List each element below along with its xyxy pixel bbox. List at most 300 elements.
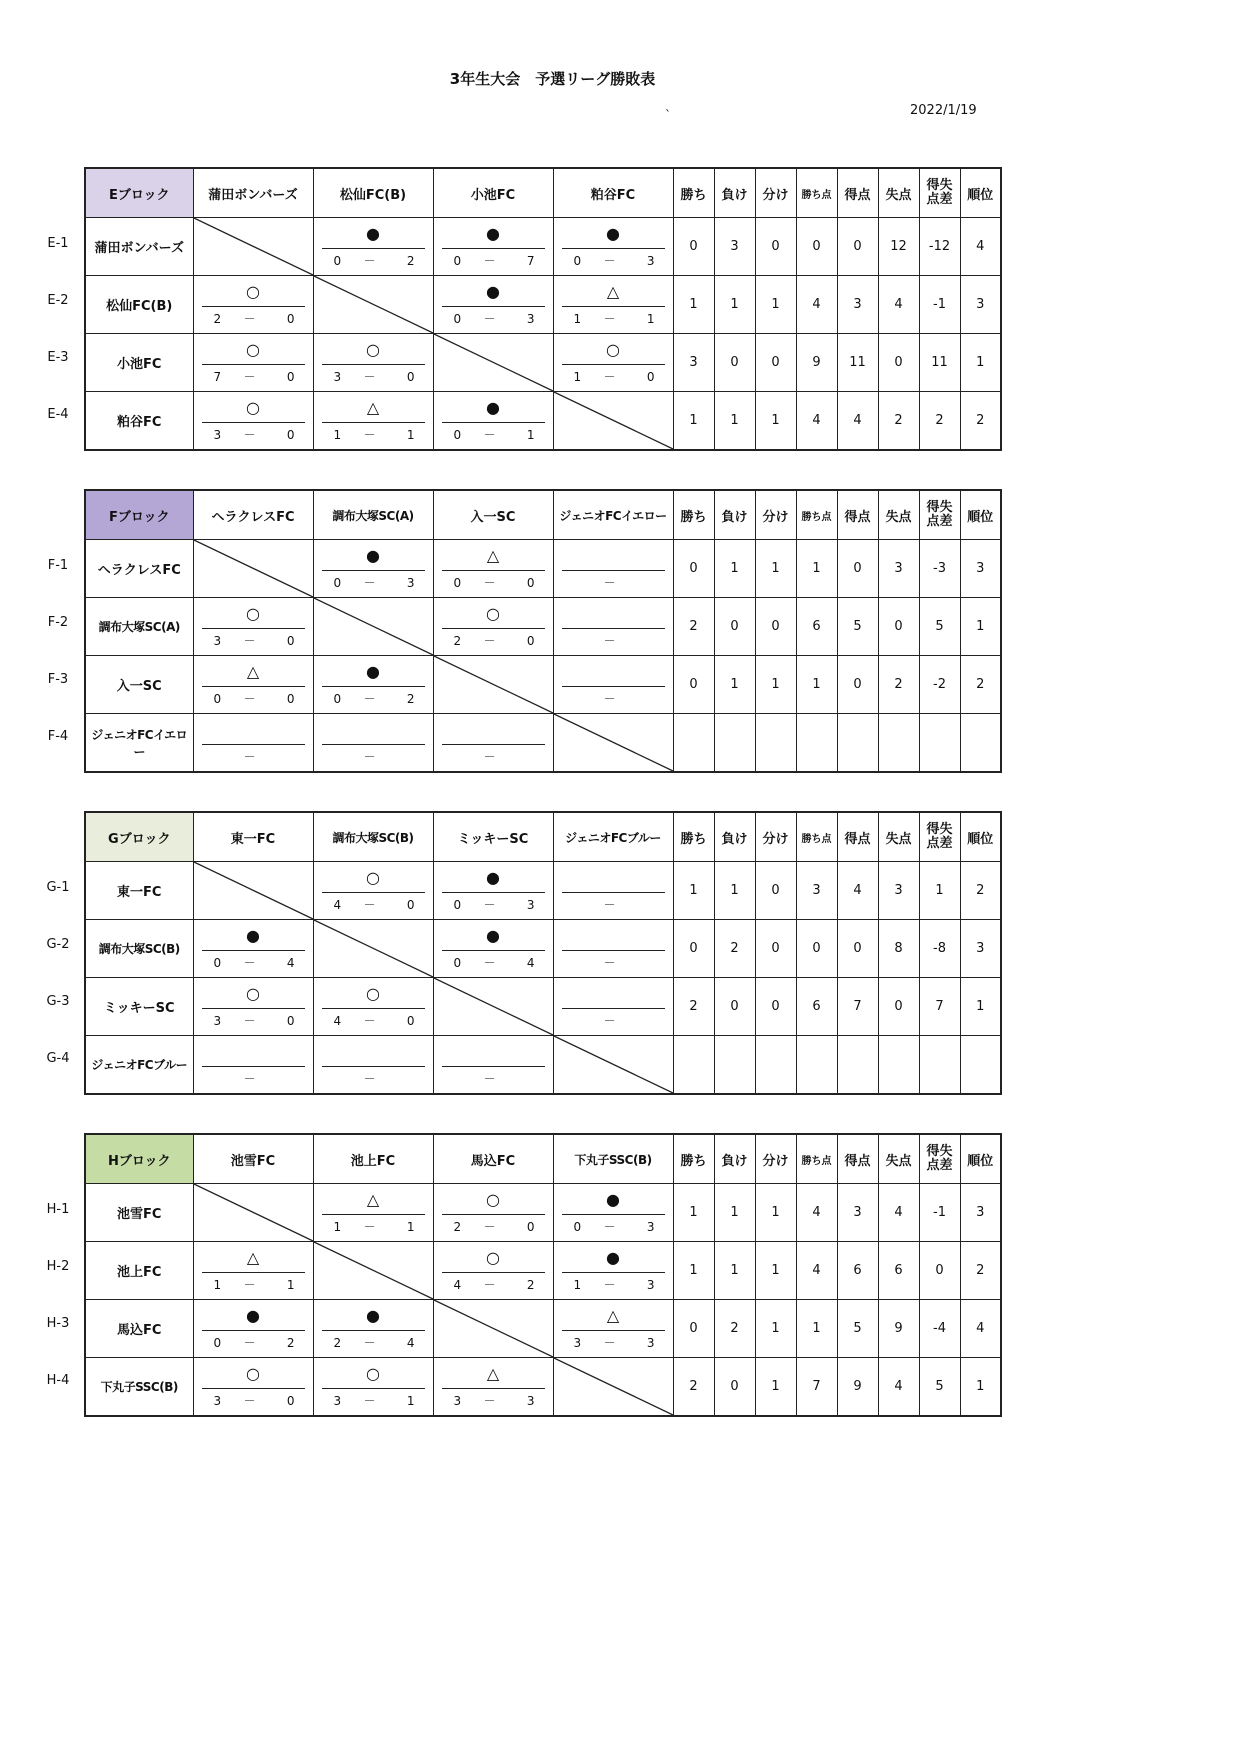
match-result-cell — [553, 656, 673, 714]
score — [554, 1276, 673, 1294]
match-result — [194, 277, 313, 333]
score — [314, 1392, 433, 1410]
self-match-cell — [193, 1184, 313, 1242]
stat-value: 2 — [673, 1358, 714, 1417]
match-result — [434, 393, 553, 449]
match-result — [314, 1037, 433, 1093]
result-mark: ● — [366, 661, 380, 681]
stat-value: 1 — [714, 392, 755, 451]
self-match-cell — [433, 978, 553, 1036]
match-result — [434, 715, 553, 771]
score — [434, 1276, 553, 1294]
score-own: 2 — [333, 1335, 342, 1350]
match-result-cell — [313, 1184, 433, 1242]
row-label: E-1 — [47, 235, 69, 251]
match-result-cell — [553, 1300, 673, 1358]
score-dash: － — [483, 253, 496, 268]
stat-value: 1 — [755, 1184, 796, 1242]
match-result-cell — [193, 656, 313, 714]
result-divider — [322, 1214, 425, 1215]
stat-value: 1 — [796, 656, 837, 714]
column-team-name: 下丸子SSC(B) — [553, 1134, 673, 1184]
score-opponent: 3 — [646, 253, 655, 268]
match-result-cell — [313, 1358, 433, 1417]
result-divider — [562, 1330, 665, 1331]
result-mark — [434, 1042, 553, 1062]
diagonal-line — [314, 598, 433, 655]
stat-value: 1 — [673, 276, 714, 334]
match-result-cell — [553, 598, 673, 656]
team-row — [85, 1358, 1001, 1417]
match-result-cell — [193, 334, 313, 392]
score-dash: － — [243, 691, 256, 706]
score-dash: － — [603, 955, 616, 970]
match-result — [314, 657, 433, 713]
match-result — [434, 863, 553, 919]
team-row — [85, 334, 1001, 392]
row-team-name: 池雪FC — [85, 1184, 193, 1242]
row-label: H-1 — [46, 1201, 70, 1217]
score-own: 0 — [453, 427, 462, 442]
stat-value: 0 — [878, 334, 919, 392]
diagonal-stroke — [314, 920, 433, 977]
stat-header: 得点 — [837, 168, 878, 218]
score — [194, 1334, 313, 1352]
stat-value: 9 — [837, 1358, 878, 1417]
score-own: 0 — [453, 311, 462, 326]
stat-header-line: 得失 — [926, 178, 953, 193]
score-opponent: 2 — [286, 1335, 295, 1350]
score-opponent: 3 — [646, 1277, 655, 1292]
score-dash: － — [603, 311, 616, 326]
result-mark: ● — [486, 281, 500, 301]
result-divider — [442, 744, 545, 745]
score-opponent: 4 — [406, 1335, 415, 1350]
stat-value: 1 — [714, 276, 755, 334]
result-mark: △ — [486, 1363, 500, 1383]
match-result-cell — [313, 1036, 433, 1095]
diagonal-line — [554, 1036, 673, 1093]
self-match-cell — [313, 920, 433, 978]
match-result-cell — [553, 1242, 673, 1300]
stat-value: 1 — [960, 334, 1001, 392]
match-result — [194, 1359, 313, 1415]
stat-header: 勝ち — [673, 1134, 714, 1184]
diagonal-stroke — [194, 1184, 313, 1241]
stat-header: 勝ち — [673, 812, 714, 862]
stat-value: 4 — [837, 862, 878, 920]
score-dash: － — [243, 311, 256, 326]
result-mark: △ — [606, 281, 620, 301]
score-own: 3 — [213, 427, 222, 442]
stat-value — [673, 714, 714, 773]
result-divider — [202, 950, 305, 951]
stat-header-line: 得失 — [926, 1144, 953, 1159]
stat-value: 2 — [673, 978, 714, 1036]
stat-value: 12 — [878, 218, 919, 276]
stat-header: 負け — [714, 168, 755, 218]
match-result-cell — [313, 862, 433, 920]
stat-value: 1 — [755, 392, 796, 451]
stat-header-line: 得失 — [926, 822, 953, 837]
score-opponent: 0 — [526, 633, 535, 648]
row-team-name: ジェニオFCイエロー — [85, 714, 193, 773]
result-mark: ● — [606, 223, 620, 243]
result-mark: ○ — [246, 1363, 260, 1383]
stat-value: 1 — [755, 1358, 796, 1417]
result-divider — [322, 248, 425, 249]
row-label: H-4 — [46, 1372, 70, 1388]
score — [554, 690, 673, 708]
score-own: 3 — [213, 1013, 222, 1028]
column-team-name: 池雪FC — [193, 1134, 313, 1184]
column-team-name: 小池FC — [433, 168, 553, 218]
stat-value: 6 — [796, 978, 837, 1036]
stat-value: 1 — [755, 1242, 796, 1300]
row-label: E-2 — [47, 292, 69, 308]
result-divider — [202, 744, 305, 745]
stat-value: 0 — [673, 920, 714, 978]
score-dash: － — [363, 253, 376, 268]
match-result — [554, 1185, 673, 1241]
result-mark: ○ — [246, 603, 260, 623]
stat-value: 0 — [755, 218, 796, 276]
row-label: G-2 — [46, 936, 70, 952]
stat-value: -1 — [919, 1184, 960, 1242]
column-team-name: 粕谷FC — [553, 168, 673, 218]
match-result-cell — [553, 540, 673, 598]
stat-value: 4 — [878, 276, 919, 334]
score-dash: － — [483, 1277, 496, 1292]
match-result-cell — [433, 920, 553, 978]
result-divider — [322, 744, 425, 745]
match-result — [314, 979, 433, 1035]
row-label: G-3 — [46, 993, 70, 1009]
score — [554, 896, 673, 914]
score — [194, 632, 313, 650]
stat-header: 順位 — [960, 812, 1001, 862]
result-divider — [442, 1272, 545, 1273]
header-row — [85, 168, 1001, 218]
result-mark: ○ — [486, 603, 500, 623]
stat-value: 5 — [837, 1300, 878, 1358]
score-opponent: 3 — [526, 1393, 535, 1408]
score-dash: － — [483, 1219, 496, 1234]
stat-value: 0 — [878, 978, 919, 1036]
stat-header: 得点 — [837, 490, 878, 540]
diagonal-stroke — [194, 862, 313, 919]
result-mark: △ — [486, 545, 500, 565]
row-label: F-2 — [47, 614, 69, 630]
stat-value: 0 — [755, 598, 796, 656]
match-result — [314, 1185, 433, 1241]
stat-value: 0 — [673, 218, 714, 276]
match-result-cell — [313, 392, 433, 451]
stat-header: 勝ち — [673, 490, 714, 540]
score — [554, 574, 673, 592]
diagonal-line — [434, 1300, 553, 1357]
header-row — [85, 812, 1001, 862]
stat-value: 1 — [755, 1300, 796, 1358]
match-result — [434, 1185, 553, 1241]
stat-value: 4 — [878, 1358, 919, 1417]
match-result — [554, 863, 673, 919]
score-own: 0 — [453, 955, 462, 970]
score-own: 1 — [573, 311, 582, 326]
score-dash: － — [483, 311, 496, 326]
stat-header: 負け — [714, 1134, 755, 1184]
result-mark: ● — [606, 1247, 620, 1267]
score-dash: － — [243, 749, 256, 764]
stat-value: 9 — [878, 1300, 919, 1358]
stat-value — [755, 714, 796, 773]
result-divider — [442, 1388, 545, 1389]
result-mark: ● — [366, 545, 380, 565]
match-result — [314, 1359, 433, 1415]
column-team-name: ジェニオFCブルー — [553, 812, 673, 862]
column-team-name: 東一FC — [193, 812, 313, 862]
score-dash: － — [603, 1219, 616, 1234]
score — [554, 632, 673, 650]
result-divider — [322, 570, 425, 571]
match-result — [554, 921, 673, 977]
score-dash: － — [363, 691, 376, 706]
result-divider — [442, 950, 545, 951]
score-dash: － — [363, 575, 376, 590]
stat-value: 2 — [878, 656, 919, 714]
result-divider — [562, 1272, 665, 1273]
result-divider — [442, 306, 545, 307]
score-own: 0 — [213, 955, 222, 970]
match-result — [194, 921, 313, 977]
score-own: 0 — [573, 1219, 582, 1234]
team-row — [85, 920, 1001, 978]
row-team-name: 蒲田ボンバーズ — [85, 218, 193, 276]
score-dash: － — [363, 1071, 376, 1086]
score — [194, 1070, 313, 1088]
stat-header: 順位 — [960, 490, 1001, 540]
score-own: 0 — [453, 253, 462, 268]
result-mark: ● — [366, 1305, 380, 1325]
stat-value: 0 — [837, 218, 878, 276]
stat-value: 2 — [960, 656, 1001, 714]
result-divider — [202, 422, 305, 423]
stat-value: 2 — [714, 1300, 755, 1358]
stat-value: 1 — [919, 862, 960, 920]
row-team-name: 入一SC — [85, 656, 193, 714]
score-dash: － — [243, 369, 256, 384]
page-title: 3年生大会 予選リーグ勝敗表 — [449, 70, 656, 88]
score-opponent: 3 — [646, 1335, 655, 1350]
result-mark: ● — [246, 925, 260, 945]
stat-value: 11 — [837, 334, 878, 392]
diagonal-line — [554, 392, 673, 449]
score-opponent: 1 — [406, 427, 415, 442]
result-divider — [442, 892, 545, 893]
row-team-name: 粕谷FC — [85, 392, 193, 451]
row-label: F-3 — [47, 671, 69, 687]
stat-value: 5 — [919, 1358, 960, 1417]
result-mark: △ — [246, 661, 260, 681]
result-mark: ○ — [366, 867, 380, 887]
score-opponent: 0 — [286, 369, 295, 384]
result-divider — [202, 1066, 305, 1067]
score-own: 0 — [213, 691, 222, 706]
score-opponent: 2 — [406, 253, 415, 268]
diagonal-stroke — [434, 656, 553, 713]
score-own: 0 — [453, 575, 462, 590]
score — [554, 252, 673, 270]
self-match-cell — [433, 334, 553, 392]
stat-header: 失点 — [878, 168, 919, 218]
self-match-cell — [553, 392, 673, 451]
league-table — [84, 167, 1002, 451]
match-result — [194, 599, 313, 655]
match-result — [434, 921, 553, 977]
match-result-cell — [553, 920, 673, 978]
row-team-name: ヘラクレスFC — [85, 540, 193, 598]
score-dash: － — [483, 897, 496, 912]
result-divider — [322, 422, 425, 423]
stat-value: 1 — [960, 1358, 1001, 1417]
diagonal-stroke — [314, 598, 433, 655]
match-result — [194, 657, 313, 713]
team-row — [85, 862, 1001, 920]
match-result-cell — [553, 334, 673, 392]
stat-value — [837, 1036, 878, 1095]
stat-value: 0 — [837, 540, 878, 598]
result-mark — [554, 926, 673, 946]
score-opponent: 4 — [286, 955, 295, 970]
stat-value: 5 — [837, 598, 878, 656]
score-opponent: 3 — [526, 897, 535, 912]
match-result-cell — [313, 714, 433, 773]
stat-header: 分け — [755, 490, 796, 540]
score-own: 1 — [333, 427, 342, 442]
stat-value — [755, 1036, 796, 1095]
score-own: 0 — [333, 575, 342, 590]
score — [194, 690, 313, 708]
score-dash: － — [363, 1219, 376, 1234]
score-dash: － — [243, 1393, 256, 1408]
team-row — [85, 714, 1001, 773]
stat-value: 4 — [960, 218, 1001, 276]
score-dash: － — [603, 633, 616, 648]
score-opponent: 2 — [406, 691, 415, 706]
column-team-name: 池上FC — [313, 1134, 433, 1184]
stat-value: 8 — [878, 920, 919, 978]
stat-header-line: 点差 — [926, 514, 953, 529]
stat-value — [837, 714, 878, 773]
self-match-cell — [553, 1358, 673, 1417]
stat-header: 勝ち点 — [796, 490, 837, 540]
diagonal-line — [194, 540, 313, 597]
score — [314, 426, 433, 444]
stat-value: 7 — [837, 978, 878, 1036]
stat-header: 分け — [755, 812, 796, 862]
league-table — [84, 1133, 1002, 1417]
score-own: 0 — [573, 253, 582, 268]
diagonal-stroke — [434, 978, 553, 1035]
score — [554, 1012, 673, 1030]
result-mark: ○ — [246, 339, 260, 359]
stat-value: 0 — [755, 862, 796, 920]
score-opponent: 1 — [526, 427, 535, 442]
score-opponent: 0 — [286, 427, 295, 442]
match-result-cell — [313, 218, 433, 276]
result-divider — [562, 570, 665, 571]
match-result-cell — [433, 598, 553, 656]
row-team-name: 下丸子SSC(B) — [85, 1358, 193, 1417]
stat-value: 0 — [714, 978, 755, 1036]
stat-value: 3 — [878, 862, 919, 920]
score — [554, 310, 673, 328]
match-result-cell — [433, 276, 553, 334]
stat-value: 1 — [796, 540, 837, 598]
score-dash: － — [603, 253, 616, 268]
score-own: 3 — [213, 1393, 222, 1408]
score — [434, 574, 553, 592]
stat-value: 3 — [714, 218, 755, 276]
match-result-cell — [553, 978, 673, 1036]
stat-value: 2 — [878, 392, 919, 451]
score-own: 0 — [333, 691, 342, 706]
stat-header-line: 点差 — [926, 1158, 953, 1173]
match-result-cell — [193, 598, 313, 656]
result-mark: ○ — [486, 1247, 500, 1267]
stat-value — [960, 714, 1001, 773]
result-divider — [202, 1008, 305, 1009]
match-result-cell — [193, 920, 313, 978]
match-result — [434, 1037, 553, 1093]
score — [194, 1012, 313, 1030]
stat-header: 負け — [714, 490, 755, 540]
result-divider — [442, 570, 545, 571]
stat-value — [714, 714, 755, 773]
block-label: Hブロック — [85, 1134, 193, 1184]
score — [314, 252, 433, 270]
match-result — [194, 979, 313, 1035]
result-divider — [562, 686, 665, 687]
result-divider — [202, 364, 305, 365]
stat-value: 9 — [796, 334, 837, 392]
result-divider — [202, 306, 305, 307]
match-result — [554, 1301, 673, 1357]
score — [434, 748, 553, 766]
score-own: 2 — [453, 633, 462, 648]
block-label: Fブロック — [85, 490, 193, 540]
stat-value: 4 — [960, 1300, 1001, 1358]
score — [554, 1218, 673, 1236]
row-team-name: ミッキーSC — [85, 978, 193, 1036]
row-label: G-1 — [46, 879, 70, 895]
diagonal-stroke — [554, 1036, 673, 1093]
stat-value: 0 — [878, 598, 919, 656]
column-team-name: ヘラクレスFC — [193, 490, 313, 540]
stat-value: -12 — [919, 218, 960, 276]
result-mark: ● — [366, 223, 380, 243]
column-team-name: 松仙FC(B) — [313, 168, 433, 218]
match-result — [554, 979, 673, 1035]
score-own: 3 — [573, 1335, 582, 1350]
stat-value: 0 — [755, 978, 796, 1036]
row-team-name: 松仙FC(B) — [85, 276, 193, 334]
stat-header — [919, 1134, 960, 1184]
score-dash: － — [363, 427, 376, 442]
stat-value: 0 — [796, 920, 837, 978]
result-divider — [562, 248, 665, 249]
result-mark: ● — [246, 1305, 260, 1325]
